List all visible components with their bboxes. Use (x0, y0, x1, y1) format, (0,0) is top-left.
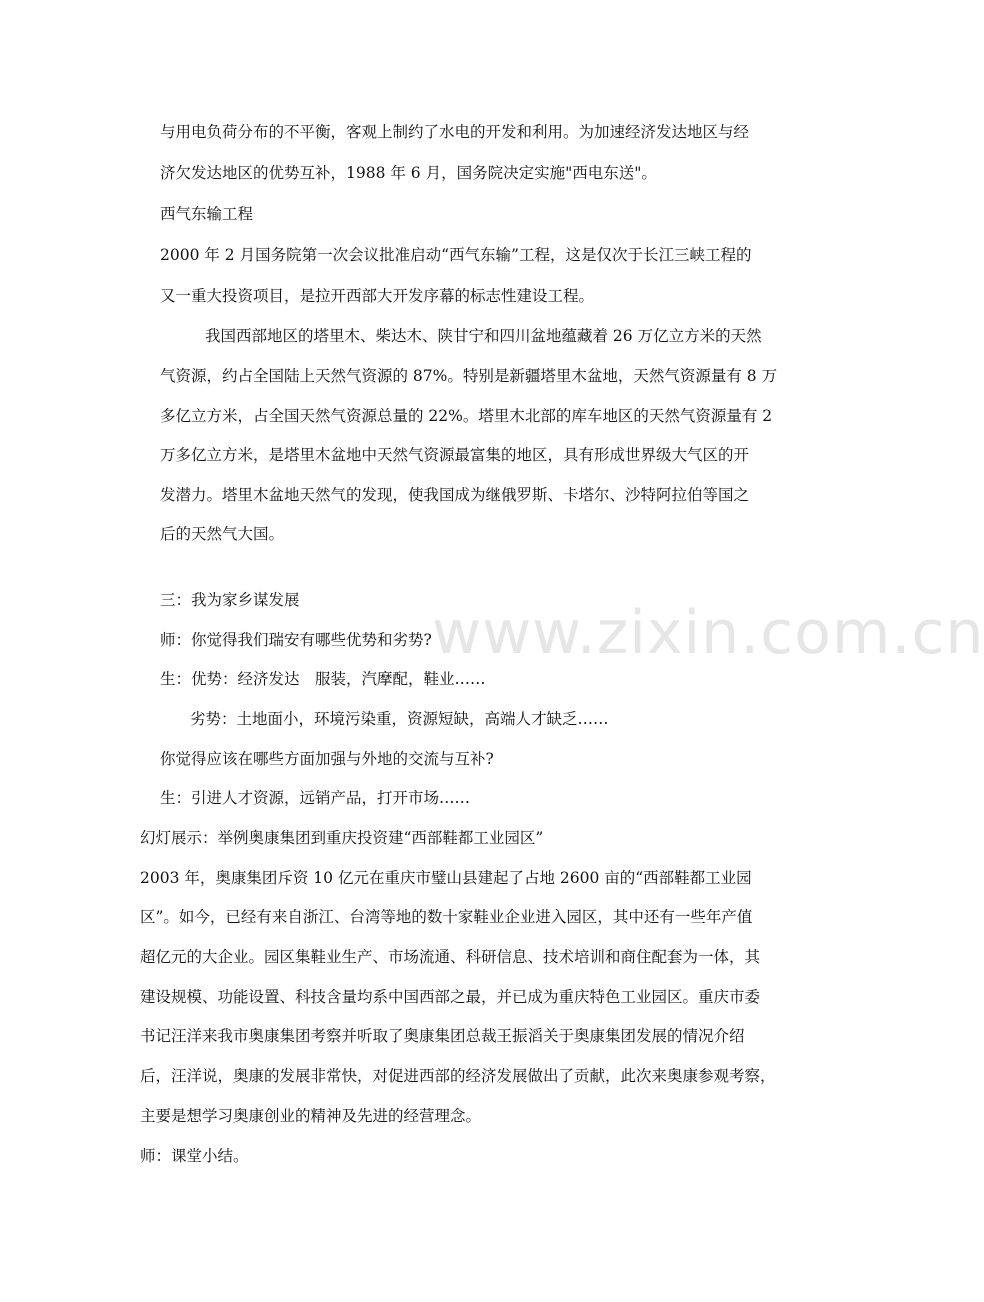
paragraph-line: 书记汪洋来我市奥康集团考察并听取了奥康集团总裁王振滔关于奥康集团发展的情况介绍 (140, 1027, 745, 1045)
paragraph-line: 2003 年，奥康集团斥资 10 亿元在重庆市璧山县建起了占地 2600 亩的“西部鞋都工业园 (140, 869, 752, 887)
paragraph-line: 又一重大投资项目，是拉开西部大开发序幕的标志性建设工程。 (160, 287, 595, 305)
section-heading: 三：我为家乡谋发展 (160, 591, 300, 609)
watermark: www.zixin.com.cn (432, 598, 984, 668)
paragraph-line: 我国西部地区的塔里木、柴达木、陕甘宁和四川盆地蕴藏着 26 万亿立方米的天然 (205, 327, 762, 345)
paragraph-line: 济欠发达地区的优势互补，1988 年 6 月，国务院决定实施"西电东送"。 (160, 164, 657, 182)
paragraph-line: 超亿元的大企业。园区集鞋业生产、市场流通、科研信息、技术培训和商住配套为一体，其 (140, 948, 761, 966)
dialogue-line: 师：课堂小结。 (140, 1147, 249, 1165)
dialogue-line: 生：优势：经济发达 服装，汽摩配，鞋业…… (160, 670, 486, 688)
paragraph-line: 2000 年 2 月国务院第一次会议批准启动“西气东输”工程，这是仅次于长江三峡工程的 (160, 246, 752, 264)
dialogue-line: 生：引进人才资源，远销产品，打开市场…… (160, 789, 471, 807)
paragraph-line: 主要是想学习奥康创业的精神及先进的经营理念。 (140, 1107, 482, 1125)
paragraph-line: 气资源，约占全国陆上天然气资源的 87%。特别是新疆塔里木盆地，天然气资源量有 8 万 (160, 367, 778, 385)
dialogue-line: 你觉得应该在哪些方面加强与外地的交流与互补? (160, 750, 494, 768)
paragraph-line: 区”。如今，已经有来自浙江、台湾等地的数十家鞋业企业进入园区，其中还有一些年产值 (140, 908, 753, 926)
slide-caption: 幻灯展示：举例奥康集团到重庆投资建“西部鞋都工业园区” (140, 829, 544, 847)
dialogue-line: 劣势：土地面小，环境污染重，资源短缺，高端人才缺乏…… (190, 710, 609, 728)
dialogue-line: 师：你觉得我们瑞安有哪些优势和劣势? (160, 631, 432, 649)
section-heading: 西气东输工程 (160, 205, 254, 223)
paragraph-line: 后的天然气大国。 (160, 525, 285, 543)
paragraph-line: 多亿立方米，占全国天然气资源总量的 22%。塔里木北部的库车地区的天然气资源量有 2 (160, 407, 773, 425)
paragraph-line: 后，汪洋说，奥康的发展非常快，对促进西部的经济发展做出了贡献，此次来奥康参观考察， (140, 1067, 776, 1085)
paragraph-line: 建设规模、功能设置、科技含量均系中国西部之最，并已成为重庆特色工业园区。重庆市委 (140, 988, 761, 1006)
paragraph-line: 发潜力。塔里木盆地天然气的发现，使我国成为继俄罗斯、卡塔尔、沙特阿拉伯等国之 (160, 486, 750, 504)
paragraph-line: 与用电负荷分布的不平衡，客观上制约了水电的开发和利用。为加速经济发达地区与经 (160, 123, 750, 141)
paragraph-line: 万多亿立方米，是塔里木盆地中天然气资源最富集的地区，具有形成世界级大气区的开 (160, 446, 750, 464)
